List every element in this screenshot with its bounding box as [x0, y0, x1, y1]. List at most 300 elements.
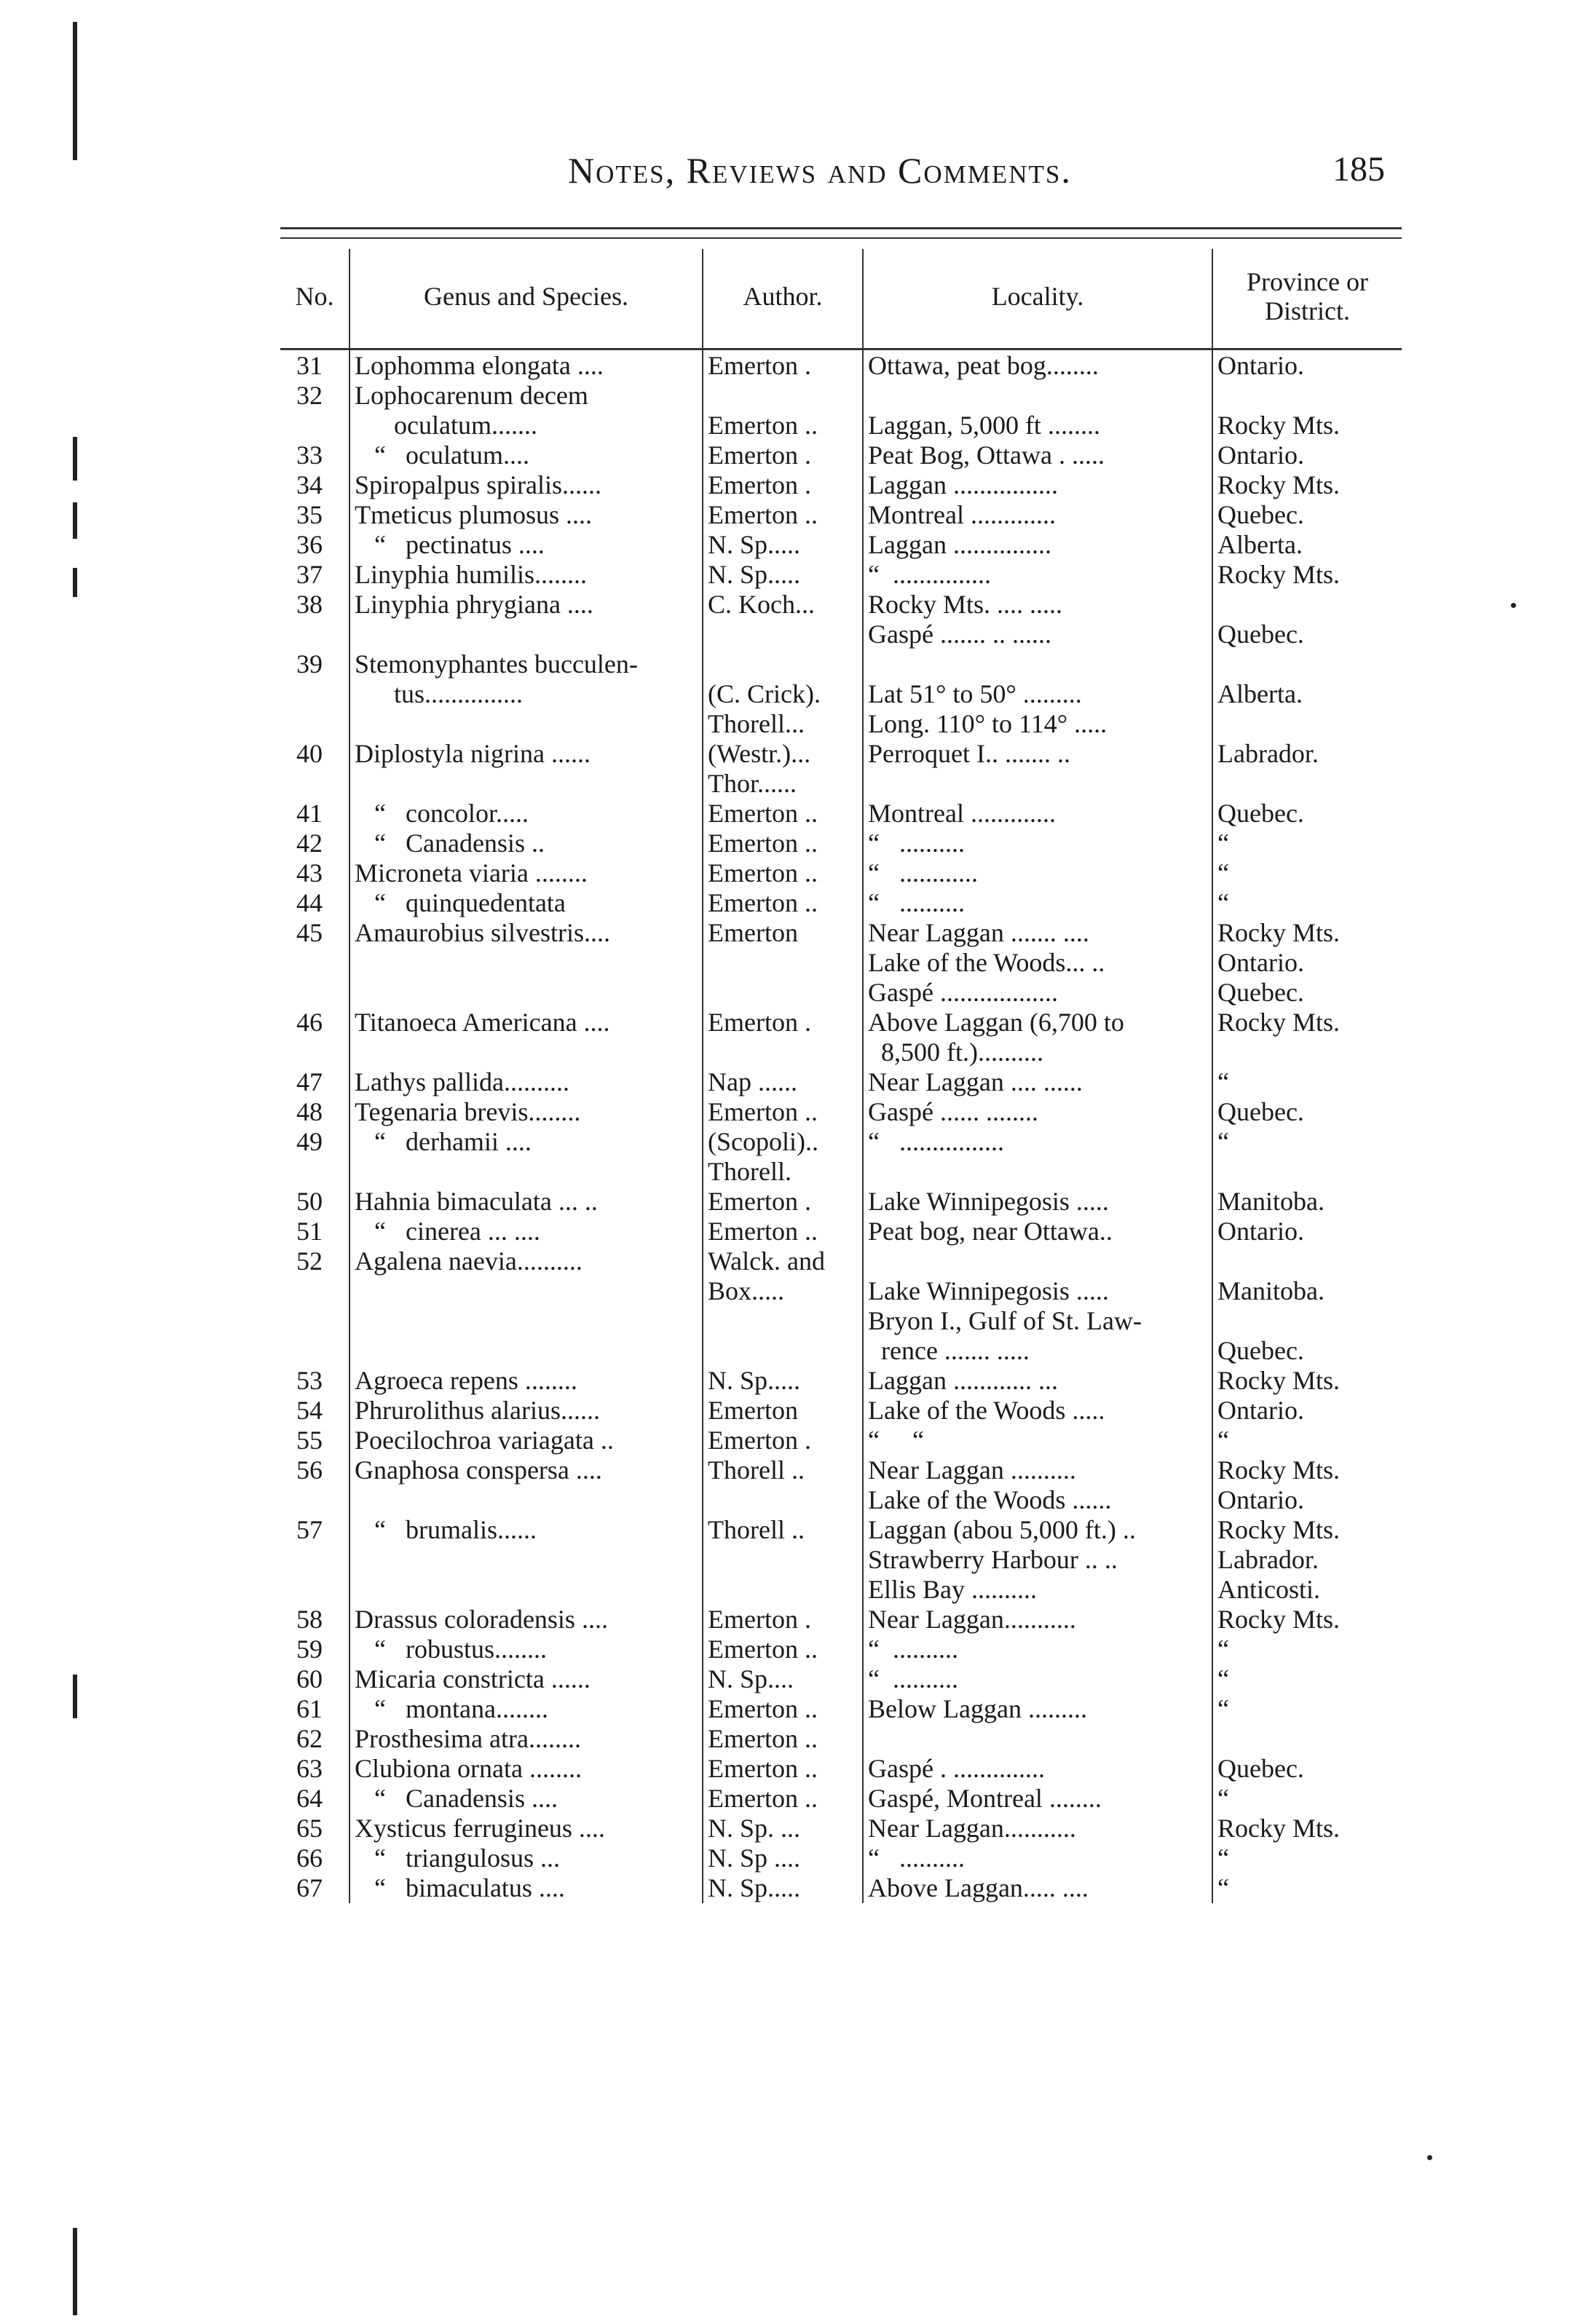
cell-province	[1212, 1157, 1402, 1187]
cell-no	[280, 1485, 350, 1515]
cell-genus-species: Lophocarenum decem	[350, 381, 703, 411]
cell-province	[1212, 1038, 1402, 1067]
cell-genus-species: Phrurolithus alarius......	[350, 1396, 703, 1426]
cell-author	[703, 948, 863, 978]
cell-no: 58	[296, 1605, 323, 1634]
cell-author: Thorell ..	[703, 1455, 863, 1485]
cell-no	[280, 769, 350, 799]
cell-no: 32	[296, 381, 323, 410]
cell-locality: Near Laggan...........	[863, 1814, 1212, 1843]
cell-locality: “ ..........	[863, 1635, 1212, 1664]
cell-author: (Scopoli)..	[703, 1127, 863, 1157]
species-table	[280, 249, 1402, 1903]
cell-no: 64	[296, 1784, 323, 1813]
cell-no: 48	[296, 1097, 323, 1126]
cell-author: Box.....	[703, 1276, 863, 1306]
cell-province: Quebec.	[1212, 1336, 1402, 1366]
cell-province	[1212, 769, 1402, 799]
cell-locality: Laggan, 5,000 ft ........	[863, 411, 1212, 440]
cell-province: Labrador.	[1212, 739, 1402, 769]
cell-no: 38	[296, 590, 323, 619]
table-row	[280, 978, 1402, 1008]
cell-province: “	[1212, 829, 1402, 858]
cell-province: Manitoba.	[1212, 1276, 1402, 1306]
cell-author: Emerton .	[703, 344, 863, 381]
cell-genus-species	[350, 978, 703, 1008]
cell-author: Thorell.	[703, 1157, 863, 1187]
cell-province: “	[1212, 858, 1402, 888]
cell-author: Emerton	[703, 1396, 863, 1426]
cell-locality: Near Laggan ....... ....	[863, 918, 1212, 948]
cell-author: N. Sp ....	[703, 1843, 863, 1873]
cell-locality: 8,500 ft.)..........	[863, 1038, 1212, 1067]
cell-no: 52	[296, 1246, 323, 1276]
table-row	[280, 590, 1402, 620]
table-row	[280, 1724, 1402, 1754]
table-row	[280, 1814, 1402, 1843]
cell-no: 41	[296, 799, 323, 828]
cell-genus-species: “ Canadensis ....	[350, 1784, 703, 1814]
table-row	[280, 560, 1402, 590]
cell-province	[1212, 649, 1402, 679]
cell-author: Emerton ..	[703, 1724, 863, 1754]
cell-no	[280, 1306, 350, 1336]
cell-genus-species: “ bimaculatus ....	[350, 1873, 703, 1903]
cell-locality	[863, 649, 1212, 679]
cell-no	[280, 978, 350, 1008]
cell-author: Emerton ..	[703, 1784, 863, 1814]
cell-genus-species: Xysticus ferrugineus ....	[350, 1814, 703, 1843]
cell-province	[1212, 709, 1402, 739]
column-header-author: Author.	[703, 249, 863, 344]
cell-no	[280, 1157, 350, 1187]
cell-author	[703, 1038, 863, 1067]
cell-locality: “ ............	[863, 858, 1212, 888]
cell-genus-species: “ concolor.....	[350, 799, 703, 829]
cell-no: 49	[296, 1127, 323, 1156]
table-row	[280, 769, 1402, 799]
cell-province: “	[1212, 1843, 1402, 1873]
cell-author: N. Sp. ...	[703, 1814, 863, 1843]
cell-no: 39	[296, 649, 323, 679]
cell-author: Emerton ..	[703, 858, 863, 888]
cell-genus-species	[350, 620, 703, 649]
table-top-rule	[280, 237, 1402, 239]
cell-genus-species: “ Canadensis ..	[350, 829, 703, 858]
table-row	[280, 1067, 1402, 1097]
cell-province	[1212, 1724, 1402, 1754]
table-row	[280, 381, 1402, 411]
table-row	[280, 1306, 1402, 1336]
cell-locality: Lake of the Woods ......	[863, 1485, 1212, 1515]
table-row	[280, 1396, 1402, 1426]
cell-locality: Lake of the Woods... ..	[863, 948, 1212, 978]
speck	[1427, 2155, 1432, 2160]
cell-locality: Gaspé, Montreal ........	[863, 1784, 1212, 1814]
cell-locality	[863, 769, 1212, 799]
cell-locality	[863, 1246, 1212, 1276]
cell-province: “	[1212, 888, 1402, 918]
table-row	[280, 739, 1402, 769]
table-row	[280, 709, 1402, 739]
table-row	[280, 1157, 1402, 1187]
cell-no	[280, 411, 350, 440]
cell-no: 51	[296, 1217, 323, 1246]
table-row	[280, 1873, 1402, 1903]
cell-no: 59	[296, 1635, 323, 1664]
cell-province	[1212, 381, 1402, 411]
cell-genus-species: tus...............	[350, 679, 703, 709]
cell-genus-species: Titanoeca Americana ....	[350, 1008, 703, 1038]
cell-author	[703, 1336, 863, 1366]
cell-locality: Bryon I., Gulf of St. Law-	[863, 1306, 1212, 1336]
table-body	[280, 344, 1402, 1903]
table-row	[280, 1635, 1402, 1664]
cell-author	[703, 1306, 863, 1336]
cell-no	[280, 1038, 350, 1067]
cell-author: Emerton .	[703, 1426, 863, 1455]
cell-author	[703, 620, 863, 649]
cell-author: N. Sp.....	[703, 560, 863, 590]
cell-province: “	[1212, 1784, 1402, 1814]
cell-no	[280, 1276, 350, 1306]
cell-no: 60	[296, 1664, 323, 1693]
cell-author: Emerton .	[703, 440, 863, 470]
table-row	[280, 500, 1402, 530]
cell-locality: Above Laggan (6,700 to	[863, 1008, 1212, 1038]
cell-province: Manitoba.	[1212, 1187, 1402, 1217]
cell-province	[1212, 1246, 1402, 1276]
table-row	[280, 1426, 1402, 1455]
cell-genus-species: Clubiona ornata ........	[350, 1754, 703, 1784]
cell-locality: Below Laggan .........	[863, 1694, 1212, 1724]
cell-province: Ontario.	[1212, 440, 1402, 470]
cell-author: Emerton .	[703, 470, 863, 500]
cell-author: Walck. and	[703, 1246, 863, 1276]
cell-no: 50	[296, 1187, 323, 1216]
cell-no: 53	[296, 1366, 323, 1395]
cell-no: 57	[296, 1515, 323, 1544]
cell-no: 62	[296, 1724, 323, 1753]
cell-province: Rocky Mts.	[1212, 1455, 1402, 1485]
cell-genus-species: Drassus coloradensis ....	[350, 1605, 703, 1635]
cell-no: 46	[296, 1008, 323, 1037]
cell-province: Quebec.	[1212, 978, 1402, 1008]
binding-edge-mark	[73, 22, 77, 160]
cell-genus-species: “ robustus........	[350, 1635, 703, 1664]
cell-no	[280, 620, 350, 649]
cell-no	[280, 948, 350, 978]
cell-genus-species: Amaurobius silvestris....	[350, 918, 703, 948]
running-header-title: Notes, Reviews and Comments.	[568, 150, 1072, 191]
cell-genus-species: Gnaphosa conspersa ....	[350, 1455, 703, 1485]
cell-province: Rocky Mts.	[1212, 1605, 1402, 1635]
cell-locality: Rocky Mts. .... .....	[863, 590, 1212, 620]
cell-no: 56	[296, 1455, 323, 1485]
table-row	[280, 1038, 1402, 1067]
cell-no: 45	[296, 918, 323, 947]
column-header-genus-species: Genus and Species.	[350, 249, 703, 344]
cell-province: Rocky Mts.	[1212, 470, 1402, 500]
cell-genus-species	[350, 1336, 703, 1366]
cell-locality: “ ..........	[863, 829, 1212, 858]
cell-no: 36	[296, 530, 323, 559]
cell-author: Emerton .	[703, 1605, 863, 1635]
cell-province: “	[1212, 1635, 1402, 1664]
cell-genus-species	[350, 769, 703, 799]
cell-genus-species: “ montana........	[350, 1694, 703, 1724]
table-row	[280, 1097, 1402, 1127]
binding-edge-mark	[73, 2228, 77, 2315]
cell-genus-species: Agroeca repens ........	[350, 1366, 703, 1396]
table-row	[280, 1187, 1402, 1217]
cell-author: Nap ......	[703, 1067, 863, 1097]
cell-locality	[863, 381, 1212, 411]
table-row	[280, 1127, 1402, 1157]
cell-author: Emerton ..	[703, 1635, 863, 1664]
cell-no: 65	[296, 1814, 323, 1843]
cell-province: Quebec.	[1212, 1754, 1402, 1784]
cell-province: Rocky Mts.	[1212, 1515, 1402, 1545]
cell-locality: Near Laggan...........	[863, 1605, 1212, 1635]
table-row	[280, 1276, 1402, 1306]
cell-province: Rocky Mts.	[1212, 560, 1402, 590]
cell-genus-species	[350, 1545, 703, 1575]
cell-genus-species: Linyphia humilis........	[350, 560, 703, 590]
cell-province: “	[1212, 1873, 1402, 1903]
cell-locality: Lake Winnipegosis .....	[863, 1276, 1212, 1306]
table-row	[280, 1485, 1402, 1515]
cell-genus-species: Agalena naevia..........	[350, 1246, 703, 1276]
page-number: 185	[1333, 150, 1385, 189]
cell-locality: Montreal .............	[863, 799, 1212, 829]
cell-locality: Gaspé ...... ........	[863, 1097, 1212, 1127]
cell-locality: Near Laggan .... ......	[863, 1067, 1212, 1097]
cell-locality: Ottawa, peat bog........	[863, 344, 1212, 381]
cell-no: 42	[296, 829, 323, 858]
cell-no: 67	[296, 1873, 323, 1902]
table-row	[280, 858, 1402, 888]
cell-author	[703, 978, 863, 1008]
cell-genus-species: oculatum.......	[350, 411, 703, 440]
cell-locality: Lake Winnipegosis .....	[863, 1187, 1212, 1217]
cell-genus-species: Diplostyla nigrina ......	[350, 739, 703, 769]
cell-locality: “ ..........	[863, 888, 1212, 918]
table-header	[280, 249, 1402, 344]
cell-province: Rocky Mts.	[1212, 1366, 1402, 1396]
table-row	[280, 1515, 1402, 1545]
cell-no	[280, 1336, 350, 1366]
cell-genus-species: “ quinquedentata	[350, 888, 703, 918]
cell-no: 66	[296, 1843, 323, 1873]
cell-author	[703, 649, 863, 679]
cell-author	[703, 1485, 863, 1515]
cell-locality: “ ..........	[863, 1664, 1212, 1694]
cell-genus-species: Tmeticus plumosus ....	[350, 500, 703, 530]
column-header-locality: Locality.	[863, 249, 1212, 344]
cell-no: 55	[296, 1426, 323, 1455]
cell-locality: Montreal .............	[863, 500, 1212, 530]
cell-province	[1212, 590, 1402, 620]
cell-genus-species: Microneta viaria ........	[350, 858, 703, 888]
cell-locality: Above Laggan..... ....	[863, 1873, 1212, 1903]
cell-genus-species: “ cinerea ... ....	[350, 1217, 703, 1246]
cell-genus-species: “ pectinatus ....	[350, 530, 703, 560]
cell-author: N. Sp.....	[703, 1366, 863, 1396]
cell-province: Quebec.	[1212, 500, 1402, 530]
cell-locality: Lat 51° to 50° .........	[863, 679, 1212, 709]
cell-locality	[863, 1157, 1212, 1187]
cell-no: 40	[296, 739, 323, 768]
cell-province: Rocky Mts.	[1212, 1008, 1402, 1038]
cell-province: “	[1212, 1694, 1402, 1724]
cell-locality: Strawberry Harbour .. ..	[863, 1545, 1212, 1575]
binding-edge-mark	[73, 1675, 77, 1718]
table-row	[280, 1366, 1402, 1396]
cell-locality: “ ...............	[863, 560, 1212, 590]
table-row	[280, 948, 1402, 978]
cell-province: Ontario.	[1212, 344, 1402, 381]
table-row	[280, 1754, 1402, 1784]
cell-locality: Long. 110° to 114° .....	[863, 709, 1212, 739]
cell-genus-species: “ derhamii ....	[350, 1127, 703, 1157]
cell-author: Emerton ..	[703, 1217, 863, 1246]
cell-genus-species	[350, 1485, 703, 1515]
cell-locality: Perroquet I.. ....... ..	[863, 739, 1212, 769]
table-row	[280, 799, 1402, 829]
cell-author: N. Sp.....	[703, 530, 863, 560]
speck	[1511, 603, 1516, 608]
table-row	[280, 411, 1402, 440]
cell-author: Emerton ..	[703, 1754, 863, 1784]
cell-no	[280, 679, 350, 709]
cell-author: (C. Crick).	[703, 679, 863, 709]
table-row	[280, 440, 1402, 470]
cell-genus-species: Lathys pallida..........	[350, 1067, 703, 1097]
cell-locality: Lake of the Woods .....	[863, 1396, 1212, 1426]
cell-genus-species: Linyphia phrygiana ....	[350, 590, 703, 620]
cell-no: 34	[296, 470, 323, 499]
cell-locality: Laggan ............ ...	[863, 1366, 1212, 1396]
cell-no: 35	[296, 500, 323, 529]
cell-no	[280, 1575, 350, 1605]
cell-province: Quebec.	[1212, 620, 1402, 649]
cell-author	[703, 1545, 863, 1575]
cell-locality: Near Laggan ..........	[863, 1455, 1212, 1485]
binding-edge-mark	[73, 502, 77, 539]
cell-author: Emerton ..	[703, 829, 863, 858]
cell-province: “	[1212, 1426, 1402, 1455]
cell-author: Emerton ..	[703, 799, 863, 829]
table-row	[280, 1455, 1402, 1485]
table-row	[280, 918, 1402, 948]
cell-locality: “ ................	[863, 1127, 1212, 1157]
cell-locality: Laggan ...............	[863, 530, 1212, 560]
cell-genus-species	[350, 1575, 703, 1605]
table-row	[280, 679, 1402, 709]
cell-genus-species: Micaria constricta ......	[350, 1664, 703, 1694]
column-header-province: Province or District.	[1212, 249, 1402, 344]
cell-province: Labrador.	[1212, 1545, 1402, 1575]
cell-province: Quebec.	[1212, 799, 1402, 829]
cell-genus-species: Hahnia bimaculata ... ..	[350, 1187, 703, 1217]
cell-no: 43	[296, 858, 323, 888]
cell-locality: Ellis Bay ..........	[863, 1575, 1212, 1605]
cell-author: Emerton	[703, 918, 863, 948]
table-top-rule	[280, 227, 1402, 229]
cell-locality: “ “	[863, 1426, 1212, 1455]
table-row	[280, 888, 1402, 918]
cell-province: Alberta.	[1212, 679, 1402, 709]
cell-no	[280, 1545, 350, 1575]
cell-no: 63	[296, 1754, 323, 1783]
cell-author: C. Koch...	[703, 590, 863, 620]
cell-province: Alberta.	[1212, 530, 1402, 560]
cell-no: 54	[296, 1396, 323, 1425]
cell-province: “	[1212, 1067, 1402, 1097]
cell-genus-species	[350, 709, 703, 739]
cell-genus-species	[350, 1038, 703, 1067]
cell-author: Emerton ..	[703, 1694, 863, 1724]
cell-author	[703, 1575, 863, 1605]
cell-author: Emerton ..	[703, 1097, 863, 1127]
cell-genus-species: “ brumalis......	[350, 1515, 703, 1545]
cell-genus-species: Stemonyphantes bucculen-	[350, 649, 703, 679]
cell-province	[1212, 1306, 1402, 1336]
cell-genus-species: Spiropalpus spiralis......	[350, 470, 703, 500]
cell-province: Ontario.	[1212, 1217, 1402, 1246]
table-row	[280, 1336, 1402, 1366]
cell-genus-species: Poecilochroa variagata ..	[350, 1426, 703, 1455]
cell-province: Rocky Mts.	[1212, 1814, 1402, 1843]
cell-no	[280, 709, 350, 739]
cell-author: Thorell ..	[703, 1515, 863, 1545]
cell-genus-species: “ oculatum....	[350, 440, 703, 470]
cell-genus-species: Lophomma elongata ....	[350, 344, 703, 381]
table-row	[280, 1246, 1402, 1276]
table-row	[280, 829, 1402, 858]
table-row	[280, 1605, 1402, 1635]
table-row	[280, 1217, 1402, 1246]
cell-author: Emerton .	[703, 1187, 863, 1217]
table-row	[280, 1575, 1402, 1605]
cell-genus-species: “ triangulosus ...	[350, 1843, 703, 1873]
cell-locality: Laggan ................	[863, 470, 1212, 500]
cell-locality: rence ....... .....	[863, 1336, 1212, 1366]
table-row	[280, 1008, 1402, 1038]
cell-no: 47	[296, 1067, 323, 1096]
cell-no: 37	[296, 560, 323, 589]
cell-province: “	[1212, 1127, 1402, 1157]
cell-province: Anticosti.	[1212, 1575, 1402, 1605]
cell-genus-species: Prosthesima atra........	[350, 1724, 703, 1754]
table-row	[280, 1664, 1402, 1694]
cell-locality: Gaspé ....... .. ......	[863, 620, 1212, 649]
table-row	[280, 530, 1402, 560]
table-row	[280, 1545, 1402, 1575]
table-row	[280, 344, 1402, 381]
cell-no: 61	[296, 1694, 323, 1723]
column-header-no: No.	[295, 282, 334, 311]
cell-author: (Westr.)...	[703, 739, 863, 769]
cell-genus-species	[350, 948, 703, 978]
cell-locality: Gaspé ..................	[863, 978, 1212, 1008]
cell-no: 44	[296, 888, 323, 917]
cell-province: Ontario.	[1212, 1485, 1402, 1515]
table-row	[280, 620, 1402, 649]
cell-genus-species	[350, 1157, 703, 1187]
cell-locality: Gaspé . ..............	[863, 1754, 1212, 1784]
